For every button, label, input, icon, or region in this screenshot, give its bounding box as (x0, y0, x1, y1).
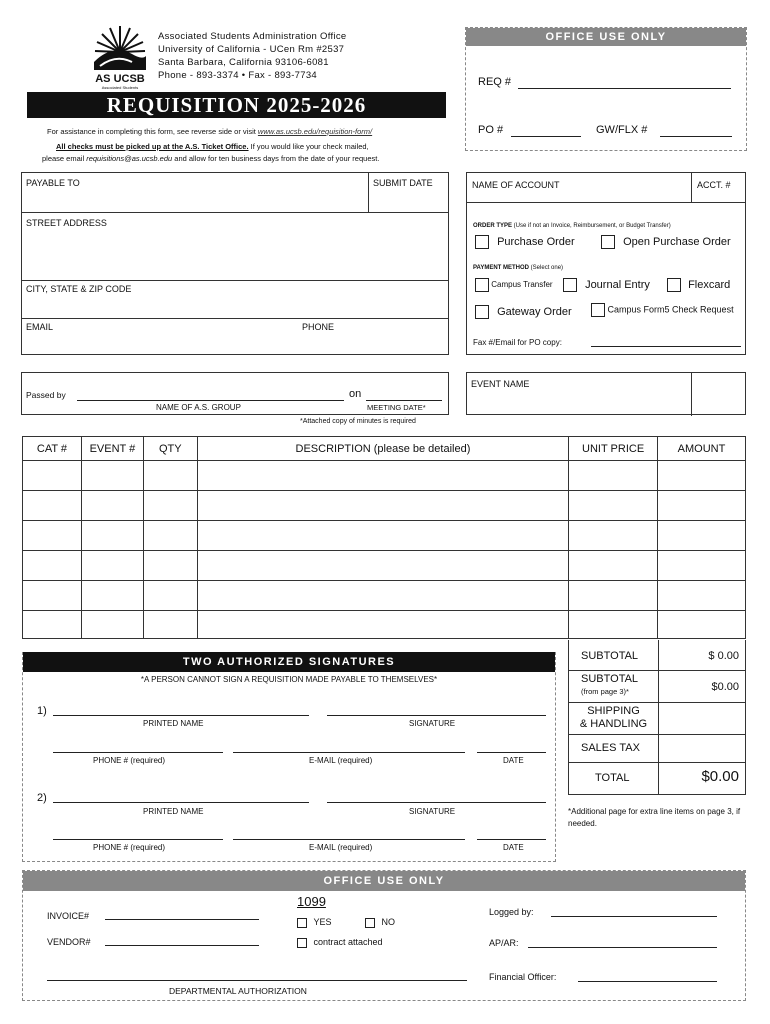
journal-entry-option[interactable]: Journal Entry (563, 278, 650, 292)
cell[interactable] (569, 581, 658, 611)
cell[interactable] (658, 461, 746, 491)
shipping-label-1: SHIPPING (587, 705, 640, 717)
cell[interactable] (197, 611, 568, 639)
on-label: on (349, 388, 362, 400)
purchase-order-option[interactable]: Purchase Order (475, 235, 575, 249)
cell[interactable] (143, 551, 197, 581)
no-option[interactable]: NO (365, 917, 395, 928)
req-field[interactable] (518, 88, 731, 89)
campus-transfer-option[interactable]: Campus Transfer (475, 278, 553, 292)
cell[interactable] (143, 611, 197, 639)
sales-tax-label: SALES TAX (581, 742, 640, 754)
email-label: EMAIL (26, 322, 54, 332)
yes-checkbox[interactable] (297, 918, 307, 928)
as-group-label: NAME OF A.S. GROUP (156, 403, 241, 412)
org-address-block (158, 30, 347, 82)
cell[interactable] (197, 461, 568, 491)
invoice-field[interactable] (105, 919, 259, 920)
form-title: REQUISITION 2025-2026 (106, 93, 367, 117)
po-label: PO # (478, 124, 504, 136)
col-event: EVENT # (81, 437, 143, 461)
signer-2-signature-label: SIGNATURE (409, 807, 456, 816)
cell[interactable] (23, 581, 82, 611)
signer-1-signature-label: SIGNATURE (409, 719, 456, 728)
checks-note: All checks must be picked up at the A.S. Ticket Office. If you would like your check mailed, (56, 142, 369, 151)
cell[interactable] (658, 581, 746, 611)
cell[interactable] (569, 551, 658, 581)
totals-box (568, 640, 746, 795)
cell[interactable] (197, 521, 568, 551)
street-address-label: STREET ADDRESS (26, 218, 107, 228)
purchase-order-checkbox[interactable] (475, 235, 489, 249)
signer-1-phone-field[interactable] (53, 752, 223, 753)
col-description: DESCRIPTION (please be detailed) (197, 437, 568, 461)
open-po-option[interactable]: Open Purchase Order (601, 235, 731, 249)
vendor-field[interactable] (105, 945, 259, 946)
signer-1-printed-name-label: PRINTED NAME (143, 719, 204, 728)
open-po-checkbox[interactable] (601, 235, 615, 249)
table-row (23, 521, 746, 551)
account-name-label: NAME OF ACCOUNT (472, 180, 560, 190)
apar-field[interactable] (528, 947, 717, 948)
line-items-table (22, 436, 746, 639)
flexcard-option[interactable]: Flexcard (667, 278, 730, 292)
cell[interactable] (143, 461, 197, 491)
contract-attached-checkbox[interactable] (297, 938, 307, 948)
po-field[interactable] (511, 136, 581, 137)
signer-2-email-label: E-MAIL (required) (309, 843, 373, 852)
cell[interactable] (81, 551, 143, 581)
requisition-form-link[interactable]: www.as.ucsb.edu/requisition-form/ (257, 127, 373, 136)
req-label: REQ # (478, 76, 512, 88)
org-line-4: Phone - 893-3374 • Fax - 893-7734 (158, 70, 317, 81)
signer-1-number: 1) (37, 705, 47, 717)
office-use-top (465, 27, 747, 151)
as-group-name-field[interactable] (77, 400, 344, 401)
cell[interactable] (569, 611, 658, 639)
sun-wave-logo-icon (92, 22, 148, 72)
cell[interactable] (143, 581, 197, 611)
vendor-label: VENDOR# (47, 937, 91, 947)
org-line-1: Associated Students Administration Office (158, 31, 347, 42)
signer-1-printed-name-field[interactable] (53, 715, 309, 716)
flexcard-checkbox[interactable] (667, 278, 681, 292)
submit-date-label: SUBMIT DATE (373, 178, 433, 188)
org-line-2: University of California - UCen Rm #2537 (158, 44, 345, 55)
contract-attached-option[interactable]: contract attached (297, 937, 383, 948)
table-row (23, 461, 746, 491)
signer-2-email-field[interactable] (233, 839, 465, 840)
shipping-label-2: & HANDLING (579, 718, 648, 730)
event-name-label: EVENT NAME (471, 379, 530, 389)
signer-1-email-field[interactable] (233, 752, 465, 753)
cell[interactable] (81, 611, 143, 639)
signer-1-date-label: DATE (503, 756, 524, 765)
phone-label: PHONE (302, 322, 335, 332)
signer-1-signature-field[interactable] (327, 715, 546, 716)
signer-2-printed-name-field[interactable] (53, 802, 309, 803)
form-title-bar (27, 92, 446, 118)
financial-officer-field[interactable] (578, 981, 717, 982)
office-use-top-title: OFFICE USE ONLY (466, 28, 746, 46)
col-unit-price: UNIT PRICE (569, 437, 658, 461)
payable-to-label: PAYABLE TO (26, 178, 80, 188)
cell[interactable] (143, 521, 197, 551)
office-use-bottom-title: OFFICE USE ONLY (23, 871, 745, 891)
col-amount: AMOUNT (658, 437, 746, 461)
meeting-date-field[interactable] (366, 400, 442, 401)
cell[interactable] (569, 491, 658, 521)
subtotal-page3-label: SUBTOTAL (581, 673, 639, 685)
fax-email-label: Fax #/Email for PO copy: (473, 338, 562, 347)
cell[interactable] (23, 491, 82, 521)
gateway-order-checkbox[interactable] (475, 305, 489, 319)
minutes-note: *Attached copy of minutes is required (300, 418, 416, 425)
departmental-authorization-label: DEPARTMENTAL AUTHORIZATION (169, 986, 307, 996)
subtotal-label: SUBTOTAL (581, 650, 639, 662)
signer-1-email-label: E-MAIL (required) (309, 756, 373, 765)
apar-label: AP/AR: (489, 938, 519, 948)
yes-option[interactable]: YES (297, 917, 332, 928)
gwflx-label: GW/FLX # (596, 124, 648, 136)
cell[interactable] (143, 491, 197, 521)
gateway-order-option[interactable]: Gateway Order (475, 305, 572, 319)
departmental-authorization-field[interactable] (47, 980, 467, 981)
campus-form5-checkbox[interactable] (591, 303, 605, 317)
cell[interactable] (658, 611, 746, 639)
account-box (466, 172, 746, 355)
signer-2-date-label: DATE (503, 843, 524, 852)
total-value: $0.00 (701, 768, 739, 785)
table-row (23, 581, 746, 611)
signer-2-phone-label: PHONE # (required) (93, 843, 166, 852)
cell[interactable] (23, 521, 82, 551)
col-qty: QTY (143, 437, 197, 461)
office-use-bottom (22, 870, 746, 1001)
subtotal-page3-note: (from page 3)* (581, 687, 629, 696)
no-checkbox[interactable] (365, 918, 375, 928)
campus-transfer-checkbox[interactable] (475, 278, 489, 292)
signer-2-number: 2) (37, 792, 47, 804)
signer-2-printed-name-label: PRINTED NAME (143, 807, 204, 816)
logged-by-field[interactable] (551, 916, 717, 917)
code-1099: 1099 (297, 894, 326, 909)
fax-email-field[interactable] (591, 346, 741, 347)
cell[interactable] (23, 611, 82, 639)
order-type-heading: ORDER TYPE (Use if not an Invoice, Reimbursement, or Budget Transfer) (473, 223, 671, 229)
org-line-3: Santa Barbara, California 93106-6081 (158, 57, 329, 68)
cell[interactable] (197, 491, 568, 521)
additional-page-note: *Additional page for extra line items on page 3, if needed. (568, 807, 741, 828)
email-note: please email requisitions@as.ucsb.edu and allow for ten business days from the date of your request. (42, 154, 380, 163)
invoice-label: INVOICE# (47, 911, 90, 921)
financial-officer-label: Financial Officer: (489, 972, 557, 982)
cell[interactable] (569, 521, 658, 551)
logged-by-label: Logged by: (489, 907, 534, 917)
table-row (23, 611, 746, 639)
cell[interactable] (81, 491, 143, 521)
signer-1-phone-label: PHONE # (required) (93, 756, 166, 765)
table-row (23, 491, 746, 521)
cell[interactable] (81, 521, 143, 551)
campus-form5-option[interactable]: Campus Form5 Check Request (591, 303, 734, 317)
signatures-note: *A PERSON CANNOT SIGN A REQUISITION MADE PAYABLE TO THEMSELVES* (140, 675, 438, 684)
city-state-zip-label: CITY, STATE & ZIP CODE (26, 284, 132, 294)
subtotal-value: $ 0.00 (708, 650, 739, 662)
total-label: TOTAL (595, 772, 630, 784)
gwflx-field[interactable] (660, 136, 732, 137)
payee-box (21, 172, 449, 355)
logo-subtext: Associated Students (101, 85, 139, 90)
cell[interactable] (658, 491, 746, 521)
requisitions-email[interactable]: requisitions@as.ucsb.edu (86, 154, 173, 163)
signer-2-signature-field[interactable] (327, 802, 546, 803)
cell[interactable] (197, 551, 568, 581)
subtotal-page3-value: $0.00 (711, 681, 739, 693)
payment-method-heading: PAYMENT METHOD (Select one) (473, 265, 564, 271)
cell[interactable] (658, 551, 746, 581)
signer-2-date-field[interactable] (477, 839, 546, 840)
assist-text: For assistance in completing this form, see reverse side or visit www.as.ucsb.edu/requisition-form/ (47, 127, 373, 136)
cell[interactable] (23, 551, 82, 581)
cell[interactable] (569, 461, 658, 491)
signer-1-date-field[interactable] (477, 752, 546, 753)
cell[interactable] (197, 581, 568, 611)
cell[interactable] (658, 521, 746, 551)
cell[interactable] (81, 581, 143, 611)
table-row (23, 551, 746, 581)
passed-by-label: Passed by (26, 390, 66, 400)
meeting-date-label: MEETING DATE* (367, 403, 426, 412)
event-name-box (466, 372, 746, 415)
journal-entry-checkbox[interactable] (563, 278, 577, 292)
cell[interactable] (23, 461, 82, 491)
signatures-title: TWO AUTHORIZED SIGNATURES (23, 652, 555, 672)
signatures-section (22, 652, 556, 862)
signer-2-phone-field[interactable] (53, 839, 223, 840)
acct-number-label: ACCT. # (697, 180, 731, 190)
col-cat: CAT # (23, 437, 82, 461)
cell[interactable] (81, 461, 143, 491)
logo-text: AS UCSB (95, 73, 145, 85)
passed-by-box (21, 372, 449, 415)
org-logo (92, 22, 148, 88)
